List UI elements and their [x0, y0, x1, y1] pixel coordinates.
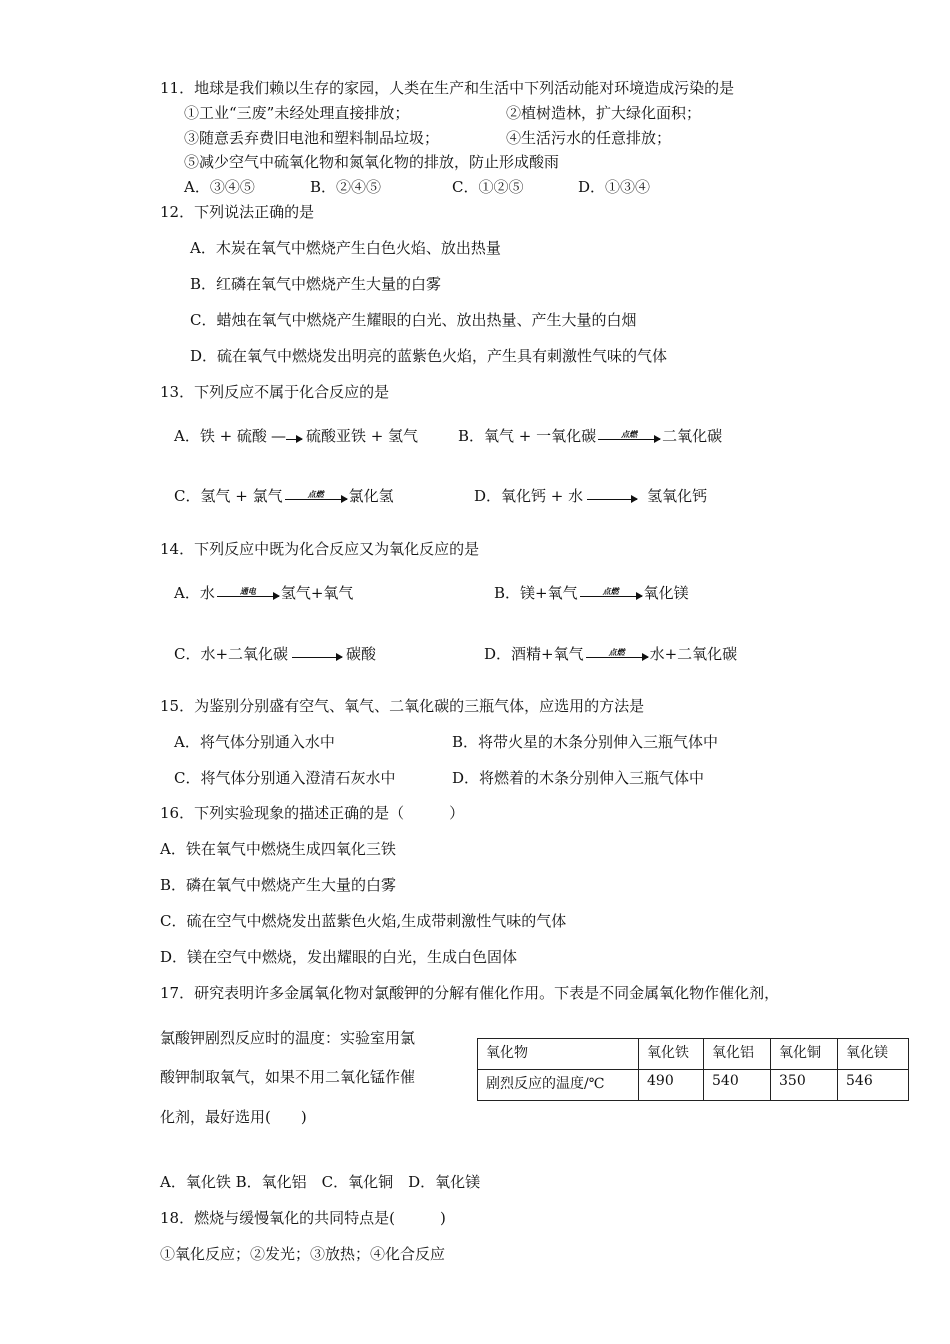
q11-option-c: C．①②⑤ — [452, 178, 524, 196]
q12-option-b: B．红磷在氧气中燃烧产生大量的白雾 — [190, 275, 442, 293]
q17-options: A．氧化铁 B．氧化铝 C．氧化铜 D．氧化镁 — [160, 1173, 481, 1191]
q15-option-b: B．将带火星的木条分别伸入三瓶气体中 — [452, 733, 719, 751]
q15-option-d: D．将燃着的木条分别伸入三瓶气体中 — [452, 769, 705, 787]
q11-item-3: ③随意丢弃费旧电池和塑料制品垃圾； — [184, 129, 440, 147]
q17-line-3: 酸钾制取氧气，如果不用二氧化锰作催 — [160, 1068, 416, 1086]
table-row — [478, 1070, 909, 1101]
q16-option-a: A．铁在氧气中燃烧生成四氧化三铁 — [160, 840, 396, 858]
q11-stem: 11．地球是我们赖以生存的家园，人类在生产和生活中下列活动能对环境造成污染的是 — [160, 79, 735, 97]
q11-option-b: B．②④⑤ — [310, 178, 382, 196]
table-header-row — [478, 1039, 909, 1070]
reaction-arrow-icon — [598, 430, 660, 441]
q13-d-reactants: D．氧化钙 + 水 — [474, 487, 584, 505]
q18-options: ①氧化反应；②发光；③放热；④化合反应 — [160, 1245, 446, 1263]
table-cell: 氧化铜 — [771, 1039, 838, 1070]
table-cell: 氧化物 — [478, 1039, 639, 1070]
q14-stem: 14．下列反应中既为化合反应又为氧化反应的是 — [160, 540, 480, 558]
q16-stem: 16．下列实验现象的描述正确的是（ ） — [160, 804, 465, 822]
q11-item-5: ⑤减少空气中硫氧化物和氮氧化物的排放，防止形成酸雨 — [184, 153, 560, 171]
q14-c-products: 碳酸 — [346, 645, 377, 663]
q13-stem: 13．下列反应不属于化合反应的是 — [160, 383, 390, 401]
table-cell: 剧烈反应的温度/℃ — [478, 1070, 639, 1101]
q13-b-products: 二氧化碳 — [662, 427, 723, 445]
q12-option-c: C．蜡烛在氧气中燃烧产生耀眼的白光、放出热量、产生大量的白烟 — [190, 311, 637, 329]
q13-option-d — [474, 486, 707, 506]
q17-line-4: 化剂，最好选用( ) — [160, 1108, 307, 1126]
q13-option-a — [174, 426, 418, 446]
reaction-arrow-icon — [586, 648, 648, 659]
q12-option-a: A．木炭在氧气中燃烧产生白色火焰、放出热量 — [190, 239, 501, 257]
q14-a-reactants: A．水 — [174, 584, 215, 602]
q13-a-dash: — — [270, 427, 286, 445]
q16-option-b: B．磷在氧气中燃烧产生大量的白雾 — [160, 876, 397, 894]
q11-option-a: A．③④⑤ — [184, 178, 255, 196]
q15-stem: 15．为鉴别分别盛有空气、氧气、二氧化碳的三瓶气体，应选用的方法是 — [160, 697, 645, 715]
q17-line-2: 氯酸钾剧烈反应时的温度：实验室用氯 — [160, 1029, 416, 1047]
catalyst-temperature-table — [477, 1038, 909, 1101]
q14-a-products: 氢气+氧气 — [280, 584, 354, 602]
table-cell: 546 — [838, 1070, 909, 1101]
q11-item-2: ②植树造林，扩大绿化面积； — [506, 104, 702, 122]
q15-option-a: A．将气体分别通入水中 — [174, 733, 335, 751]
q13-b-reactants: B．氧气 + 一氧化碳 — [458, 427, 597, 445]
q11-item-4: ④生活污水的任意排放； — [506, 129, 672, 147]
arrow-icon — [286, 439, 302, 441]
arrow-icon — [292, 657, 342, 659]
table-cell: 350 — [771, 1070, 838, 1101]
q11-option-d: D．①③④ — [578, 178, 651, 196]
q14-d-reactants: D．酒精+氧气 — [484, 645, 584, 663]
table-cell: 氧化铝 — [704, 1039, 771, 1070]
q14-b-reactants: B．镁+氧气 — [494, 584, 578, 602]
reaction-arrow-icon — [217, 587, 279, 598]
q14-d-condition: 点燃 — [608, 646, 625, 657]
table-cell: 490 — [639, 1070, 704, 1101]
q14-option-c — [174, 644, 376, 664]
q13-c-reactants: C．氢气 + 氯气 — [174, 487, 283, 505]
q18-stem: 18．燃烧与缓慢氧化的共同特点是( ) — [160, 1209, 446, 1227]
q16-option-c: C．硫在空气中燃烧发出蓝紫色火焰,生成带刺激性气味的气体 — [160, 912, 567, 930]
arrow-icon — [587, 499, 637, 501]
q13-a-products: 硫酸亚铁 + 氢气 — [305, 427, 419, 445]
q14-option-d — [484, 644, 737, 664]
q13-b-condition: 点燃 — [621, 428, 638, 439]
q12-option-d: D．硫在氧气中燃烧发出明亮的蓝紫色火焰，产生具有刺激性气味的气体 — [190, 347, 668, 365]
q13-option-c — [174, 486, 394, 506]
table-cell: 氧化镁 — [838, 1039, 909, 1070]
q13-d-products: 氢氧化钙 — [647, 487, 708, 505]
reaction-arrow-icon — [285, 490, 347, 501]
table-cell: 540 — [704, 1070, 771, 1101]
table-cell: 氧化铁 — [639, 1039, 704, 1070]
q14-option-a — [174, 583, 353, 603]
q12-stem: 12．下列说法正确的是 — [160, 203, 315, 221]
q13-option-b — [458, 426, 722, 446]
q13-c-condition: 点燃 — [307, 488, 324, 499]
q14-c-reactants: C．水+二氧化碳 — [174, 645, 289, 663]
q14-b-condition: 点燃 — [602, 585, 619, 596]
q15-option-c: C．将气体分别通入澄清石灰水中 — [174, 769, 396, 787]
q16-option-d: D．镁在空气中燃烧，发出耀眼的白光，生成白色固体 — [160, 948, 518, 966]
q13-c-products: 氯化氢 — [348, 487, 394, 505]
q17-stem: 17．研究表明许多金属氧化物对氯酸钾的分解有催化作用。下表是不同金属氧化物作催化剂， — [160, 984, 780, 1002]
q14-b-products: 氧化镁 — [643, 584, 689, 602]
q13-a-reactants: A．铁 + 硫酸 — [174, 427, 267, 445]
q11-item-1: ①工业“三废”未经处理直接排放； — [184, 104, 410, 122]
q14-d-products: 水+二氧化碳 — [649, 645, 738, 663]
q14-option-b — [494, 583, 689, 603]
reaction-arrow-icon — [580, 587, 642, 598]
q14-a-condition: 通电 — [239, 585, 256, 596]
